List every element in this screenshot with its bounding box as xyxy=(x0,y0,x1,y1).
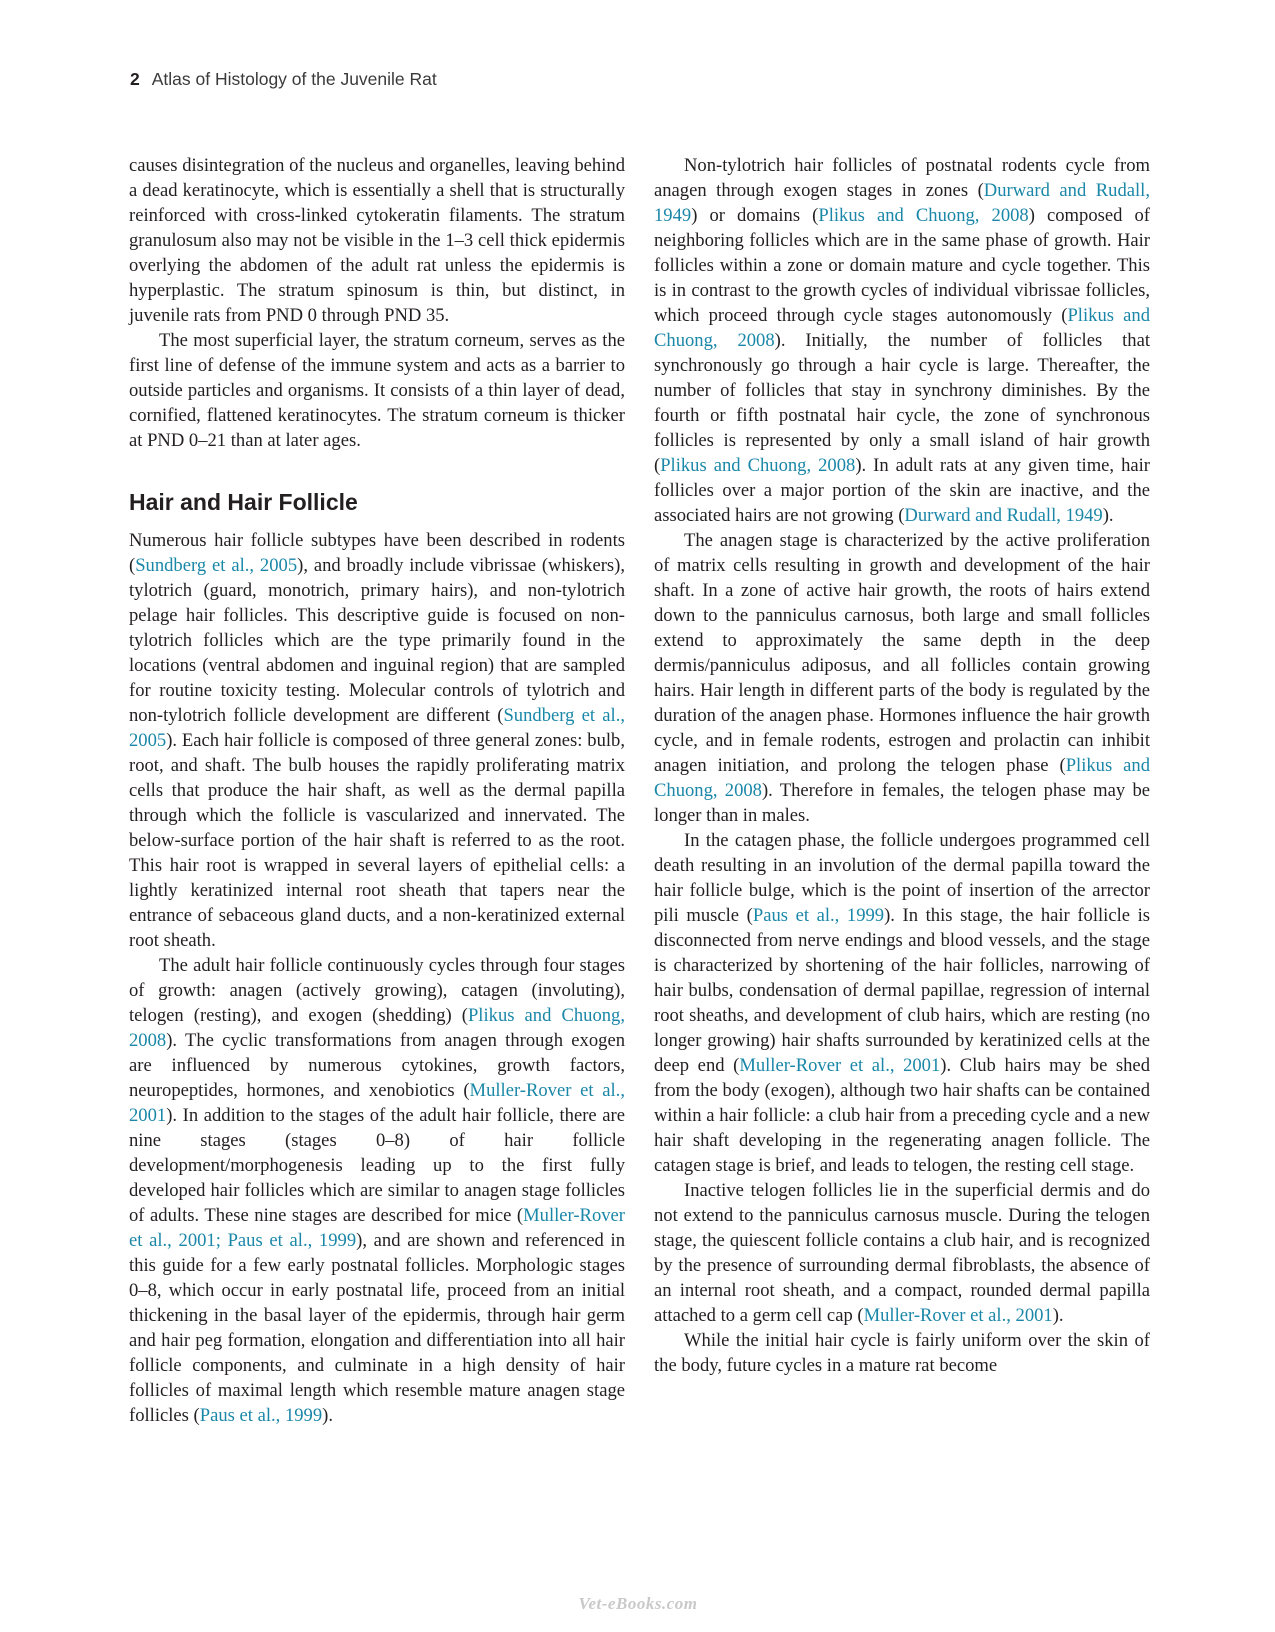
text-run: ). xyxy=(1052,1305,1064,1326)
text-run: ) or domains ( xyxy=(691,205,819,226)
book-title: Atlas of Histology of the Juvenile Rat xyxy=(151,69,437,89)
text-run: In the catagen phase, the follicle undergoes programmed cell death resulting in an involution of the dermal papilla toward the hair follicle bulge, which is the point of insertion of the arrector pili muscle ( xyxy=(654,830,1150,926)
text-run: ). In this stage, the hair follicle is disconnected from nerve endings and blood vessels, and the stage is characterized by shortening of the hair follicles, narrowing of hair bulbs, condensation of dermal papillae, regression of internal root sheaths, and development of club hairs, which are resting (no longer growing) hair shafts surrounded by keratinized cells at the deep end ( xyxy=(654,905,1150,1076)
paragraph xyxy=(654,528,1150,828)
text-run: ). xyxy=(322,1405,333,1426)
paragraph xyxy=(654,1178,1150,1328)
paragraph xyxy=(654,153,1150,528)
paragraph xyxy=(129,328,625,453)
citation-link[interactable]: Sundberg et al., 2005 xyxy=(135,555,298,576)
watermark-logo: Vet-eBooks.com xyxy=(578,1594,698,1613)
page-number: 2 xyxy=(130,69,140,89)
text-run: ) composed of neighboring follicles which are in the same phase of growth. Hair follicles within a zone or domain mature and cycle together. This is in contrast to the growth cycles of individual vibrissae follicles, which proceed through cycle stages autonomously ( xyxy=(654,205,1150,326)
citation-link[interactable]: Plikus and Chuong, 2008 xyxy=(660,455,856,476)
citation-link[interactable]: Paus et al., 1999 xyxy=(199,1405,323,1426)
citation-link[interactable]: Sundberg et al., 2005 xyxy=(129,705,625,751)
running-head xyxy=(130,69,437,93)
citation-link[interactable]: Muller-Rover et al., 2001 xyxy=(863,1305,1053,1326)
paragraph xyxy=(129,528,625,953)
text-run: The most superficial layer, the stratum corneum, serves as the first line of defense of the immune system and acts as a barrier to outside particles and organisms. It consists of a thin layer of dead, cornified, flattened keratinocytes. The stratum corneum is thicker at PND 0–21 than at later ages. xyxy=(129,330,625,451)
citation-link[interactable]: Durward and Rudall, 1949 xyxy=(904,505,1103,526)
citation-link[interactable]: Muller-Rover et al., 2001 xyxy=(129,1080,625,1126)
right-column xyxy=(654,153,1150,1378)
text-run: ). Therefore in females, the telogen phase may be longer than in males. xyxy=(654,780,1150,826)
citation-link[interactable]: Plikus and Chuong, 2008 xyxy=(654,305,1151,351)
citation-link[interactable]: Muller-Rover et al., 2001; Paus et al., 1999 xyxy=(129,1205,625,1251)
text-run: The anagen stage is characterized by the active proliferation of matrix cells resulting in growth and development of the hair shaft. In a zone of active hair growth, the roots of hairs extend down to the panniculus carnosus, both large and small follicles extend to approximately the same depth in the deep dermis/panniculus adiposus, and all follicles contain growing hairs. Hair length in different parts of the body is regulated by the duration of the anagen phase. Hormones influence the hair growth cycle, and in female rodents, estrogen and prolactin can inhibit anagen initiation, and prolong the telogen phase ( xyxy=(654,530,1150,776)
text-run: ). The cyclic transformations from anagen through exogen are influenced by numerous cytokines, growth factors, neuropeptides, hormones, and xenobiotics ( xyxy=(129,1030,625,1101)
paragraph xyxy=(654,1328,1150,1378)
citation-link[interactable]: Plikus and Chuong, 2008 xyxy=(818,205,1029,226)
citation-link[interactable]: Plikus and Chuong, 2008 xyxy=(654,755,1150,801)
citation-link[interactable]: Durward and Rudall, 1949 xyxy=(654,180,1150,226)
text-run: ). In adult rats at any given time, hair follicles over a major portion of the skin are inactive, and the associated hairs are not growing ( xyxy=(654,455,1150,526)
paragraph xyxy=(654,828,1150,1178)
text-run: While the initial hair cycle is fairly uniform over the skin of the body, future cycles in a mature rat become xyxy=(654,1330,1150,1376)
text-run: ). Initially, the number of follicles that synchronously go through a hair cycle is large. Thereafter, the number of follicles that stay in synchrony diminishes. By the fourth or fifth postnatal hair cycle, the zone of synchronous follicles is represented by only a small island of hair growth ( xyxy=(654,330,1150,476)
text-run: Inactive telogen follicles lie in the superficial dermis and do not extend to the panniculus carnosus muscle. During the telogen stage, the quiescent follicle contains a club hair, and is recognized by the presence of surrounding dermal fibroblasts, the absence of an internal root sheath, and a compact, rounded dermal papilla attached to a germ cell cap ( xyxy=(654,1180,1150,1326)
text-run: ). xyxy=(1102,505,1114,526)
left-column xyxy=(129,153,625,1428)
section-heading: Hair and Hair Follicle xyxy=(129,489,358,515)
citation-link[interactable]: Muller-Rover et al., 2001 xyxy=(739,1055,941,1076)
text-run: ), and broadly include vibrissae (whiskers), tylotrich (guard, monotrich, primary hairs), and non-tylotrich pelage hair follicles. This descriptive guide is focused on non-tylotrich follicles which are the type primarily found in the locations (ventral abdomen and inguinal region) that are sampled for routine toxicity testing. Molecular controls of tylotrich and non-tylotrich follicle development are different ( xyxy=(129,555,626,726)
text-run: ). In addition to the stages of the adult hair follicle, there are nine stages (stages 0–8) of hair follicle development/morphogenesis leading up to the first fully developed hair follicles which are similar to anagen stage follicles of adults. These nine stages are described for mice ( xyxy=(129,1105,625,1226)
paragraph xyxy=(129,953,625,1428)
citation-link[interactable]: Paus et al., 1999 xyxy=(752,905,885,926)
text-run: Non-tylotrich hair follicles of postnatal rodents cycle from anagen through exogen stages in zones ( xyxy=(654,155,1150,201)
text-run: ). Each hair follicle is composed of three general zones: bulb, root, and shaft. The bulb houses the rapidly proliferating matrix cells that produce the hair shaft, as well as the dermal papilla through which the follicle is vascularized and innervated. The below-surface portion of the hair shaft is referred to as the root. This hair root is wrapped in several layers of epithelial cells: a lightly keratinized internal root sheath that tapers near the entrance of sebaceous gland ducts, and a non-keratinized external root sheath. xyxy=(129,730,625,951)
paragraph xyxy=(129,153,625,328)
text-run: ), and are shown and referenced in this guide for a few early postnatal follicles. Morphologic stages 0–8, which occur in early postnatal life, proceed from an initial thickening in the basal layer of the epidermis, through hair germ and hair peg formation, elongation and differentiation into all hair follicle components, and culminate in a high density of hair follicles of maximal length which resemble mature anagen stage follicles ( xyxy=(129,1230,625,1426)
text-run: ). Club hairs may be shed from the body (exogen), although two hair shafts can be contained within a hair follicle: a club hair from a preceding cycle and a new hair shaft developing in the regenerating anagen follicle. The catagen stage is brief, and leads to telogen, the resting cell stage. xyxy=(654,1055,1150,1176)
text-run: Numerous hair follicle subtypes have been described in rodents ( xyxy=(129,530,625,576)
citation-link[interactable]: Plikus and Chuong, 2008 xyxy=(129,1005,625,1051)
text-run: The adult hair follicle continuously cycles through four stages of growth: anagen (actively growing), catagen (involuting), telogen (resting), and exogen (shedding) ( xyxy=(129,955,625,1026)
text-run: causes disintegration of the nucleus and organelles, leaving behind a dead keratinocyte, which is essentially a shell that is structurally reinforced with cross-linked cytokeratin filaments. The stratum granulosum also may not be visible in the 1–3 cell thick epidermis overlying the abdomen of the adult rat unless the epidermis is hyperplastic. The stratum spinosum is thin, but distinct, in juvenile rats from PND 0 through PND 35. xyxy=(129,155,625,326)
